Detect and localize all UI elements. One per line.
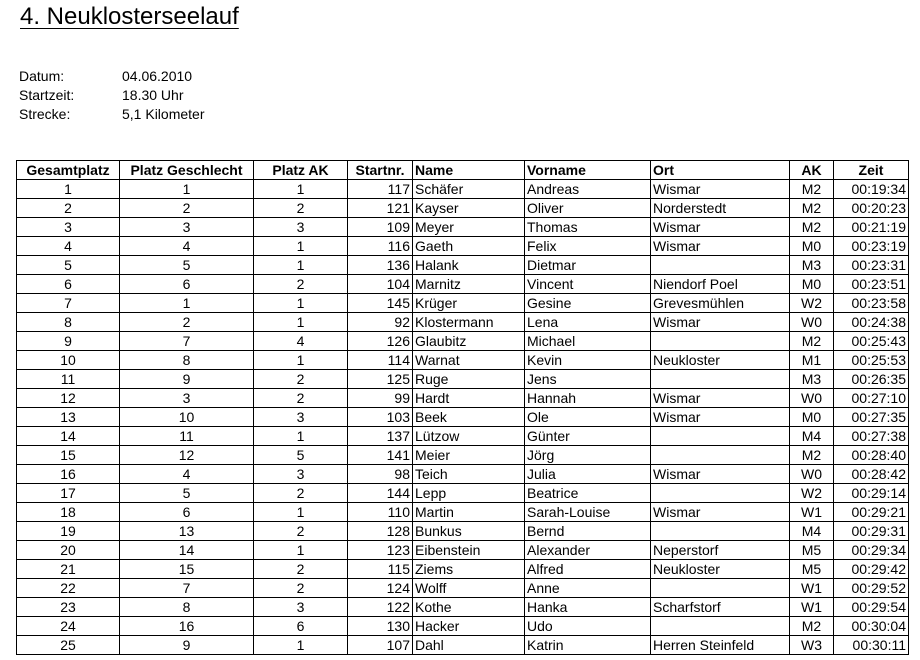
cell-last-name: Teich (413, 465, 525, 484)
cell-age-class-place: 2 (254, 389, 348, 408)
race-info (19, 67, 204, 124)
cell-first-name: Jörg (525, 446, 651, 465)
cell-first-name: Andreas (525, 180, 651, 199)
cell-gender-place: 3 (120, 218, 254, 237)
cell-gender-place: 2 (120, 313, 254, 332)
cell-age-class: W0 (790, 313, 834, 332)
table-row (17, 579, 909, 598)
cell-first-name: Udo (525, 617, 651, 636)
cell-age-class-place: 1 (254, 237, 348, 256)
cell-first-name: Hannah (525, 389, 651, 408)
cell-age-class: M4 (790, 522, 834, 541)
table-row (17, 313, 909, 332)
header-row (17, 161, 909, 180)
cell-first-name: Kevin (525, 351, 651, 370)
cell-overall-place: 19 (17, 522, 120, 541)
cell-last-name: Dahl (413, 636, 525, 655)
table-row (17, 427, 909, 446)
table-row (17, 180, 909, 199)
cell-age-class-place: 4 (254, 332, 348, 351)
cell-time: 00:28:42 (834, 465, 909, 484)
cell-gender-place: 5 (120, 484, 254, 503)
cell-age-class: M1 (790, 351, 834, 370)
cell-last-name: Meier (413, 446, 525, 465)
cell-age-class: W1 (790, 598, 834, 617)
table-row (17, 389, 909, 408)
cell-overall-place: 2 (17, 199, 120, 218)
cell-last-name: Glaubitz (413, 332, 525, 351)
cell-gender-place: 1 (120, 180, 254, 199)
cell-last-name: Bunkus (413, 522, 525, 541)
cell-time: 00:29:21 (834, 503, 909, 522)
cell-start-number: 128 (348, 522, 413, 541)
cell-city (651, 579, 790, 598)
cell-age-class-place: 1 (254, 636, 348, 655)
cell-time: 00:29:42 (834, 560, 909, 579)
cell-time: 00:23:31 (834, 256, 909, 275)
cell-last-name: Eibenstein (413, 541, 525, 560)
cell-start-number: 122 (348, 598, 413, 617)
cell-first-name: Hanka (525, 598, 651, 617)
cell-city: Wismar (651, 465, 790, 484)
cell-city (651, 427, 790, 446)
table-row (17, 218, 909, 237)
cell-city: Neukloster (651, 351, 790, 370)
cell-gender-place: 6 (120, 275, 254, 294)
cell-age-class-place: 2 (254, 560, 348, 579)
cell-age-class-place: 1 (254, 256, 348, 275)
cell-age-class-place: 1 (254, 351, 348, 370)
cell-time: 00:29:54 (834, 598, 909, 617)
cell-last-name: Hacker (413, 617, 525, 636)
cell-time: 00:29:34 (834, 541, 909, 560)
cell-gender-place: 12 (120, 446, 254, 465)
cell-age-class: M0 (790, 237, 834, 256)
cell-time: 00:29:31 (834, 522, 909, 541)
cell-gender-place: 7 (120, 332, 254, 351)
date-value: 04.06.2010 (122, 68, 193, 84)
cell-overall-place: 23 (17, 598, 120, 617)
cell-last-name: Klostermann (413, 313, 525, 332)
table-row (17, 199, 909, 218)
cell-gender-place: 11 (120, 427, 254, 446)
distance-label: Strecke: (19, 106, 71, 122)
cell-age-class: W1 (790, 579, 834, 598)
cell-gender-place: 10 (120, 408, 254, 427)
cell-city: Neukloster (651, 560, 790, 579)
table-row (17, 617, 909, 636)
cell-first-name: Jens (525, 370, 651, 389)
table-row (17, 446, 909, 465)
cell-overall-place: 15 (17, 446, 120, 465)
table-row (17, 256, 909, 275)
cell-start-number: 98 (348, 465, 413, 484)
cell-city (651, 332, 790, 351)
cell-last-name: Warnat (413, 351, 525, 370)
cell-age-class-place: 2 (254, 579, 348, 598)
cell-age-class-place: 2 (254, 484, 348, 503)
cell-start-number: 125 (348, 370, 413, 389)
cell-age-class-place: 3 (254, 218, 348, 237)
table-row (17, 503, 909, 522)
cell-start-number: 137 (348, 427, 413, 446)
cell-overall-place: 14 (17, 427, 120, 446)
start-time-value: 18.30 Uhr (122, 87, 184, 103)
cell-last-name: Wolff (413, 579, 525, 598)
cell-city: Wismar (651, 389, 790, 408)
table-row (17, 351, 909, 370)
cell-age-class-place: 2 (254, 275, 348, 294)
cell-start-number: 123 (348, 541, 413, 560)
cell-overall-place: 22 (17, 579, 120, 598)
cell-first-name: Thomas (525, 218, 651, 237)
cell-overall-place: 25 (17, 636, 120, 655)
table-row (17, 598, 909, 617)
header-start-number: Startnr. (348, 161, 413, 180)
header-city: Ort (651, 161, 790, 180)
cell-age-class-place: 2 (254, 370, 348, 389)
table-row (17, 370, 909, 389)
cell-time: 00:24:38 (834, 313, 909, 332)
cell-city (651, 522, 790, 541)
cell-age-class: M5 (790, 541, 834, 560)
cell-time: 00:28:40 (834, 446, 909, 465)
cell-gender-place: 14 (120, 541, 254, 560)
cell-city (651, 370, 790, 389)
table-row (17, 237, 909, 256)
cell-city: Wismar (651, 408, 790, 427)
cell-age-class: W1 (790, 503, 834, 522)
start-time-row (19, 86, 204, 105)
cell-overall-place: 11 (17, 370, 120, 389)
cell-start-number: 126 (348, 332, 413, 351)
cell-overall-place: 5 (17, 256, 120, 275)
cell-age-class: M2 (790, 332, 834, 351)
header-last-name: Name (413, 161, 525, 180)
cell-age-class: W0 (790, 465, 834, 484)
table-row (17, 484, 909, 503)
results-table (16, 160, 909, 655)
cell-gender-place: 13 (120, 522, 254, 541)
cell-gender-place: 8 (120, 351, 254, 370)
cell-last-name: Lützow (413, 427, 525, 446)
cell-city (651, 446, 790, 465)
cell-age-class-place: 1 (254, 180, 348, 199)
cell-city: Neperstorf (651, 541, 790, 560)
cell-start-number: 107 (348, 636, 413, 655)
cell-start-number: 144 (348, 484, 413, 503)
cell-overall-place: 24 (17, 617, 120, 636)
cell-time: 00:20:23 (834, 199, 909, 218)
cell-age-class-place: 3 (254, 408, 348, 427)
cell-gender-place: 8 (120, 598, 254, 617)
cell-last-name: Martin (413, 503, 525, 522)
cell-time: 00:23:51 (834, 275, 909, 294)
cell-last-name: Ziems (413, 560, 525, 579)
cell-overall-place: 13 (17, 408, 120, 427)
cell-overall-place: 9 (17, 332, 120, 351)
cell-city: Wismar (651, 218, 790, 237)
cell-age-class: M3 (790, 370, 834, 389)
date-label: Datum: (19, 68, 65, 84)
cell-gender-place: 4 (120, 237, 254, 256)
header-gender-place: Platz Geschlecht (120, 161, 254, 180)
cell-city (651, 256, 790, 275)
cell-time: 00:21:19 (834, 218, 909, 237)
cell-last-name: Krüger (413, 294, 525, 313)
table-row (17, 560, 909, 579)
cell-overall-place: 1 (17, 180, 120, 199)
table-row (17, 408, 909, 427)
cell-age-class-place: 6 (254, 617, 348, 636)
cell-first-name: Katrin (525, 636, 651, 655)
cell-age-class: M2 (790, 218, 834, 237)
cell-last-name: Beek (413, 408, 525, 427)
cell-city: Wismar (651, 237, 790, 256)
header-overall-place: Gesamtplatz (17, 161, 120, 180)
cell-age-class-place: 3 (254, 465, 348, 484)
cell-time: 00:25:43 (834, 332, 909, 351)
cell-age-class: W2 (790, 294, 834, 313)
cell-first-name: Lena (525, 313, 651, 332)
cell-time: 00:29:14 (834, 484, 909, 503)
cell-gender-place: 4 (120, 465, 254, 484)
cell-time: 00:29:52 (834, 579, 909, 598)
cell-first-name: Alexander (525, 541, 651, 560)
cell-first-name: Bernd (525, 522, 651, 541)
cell-start-number: 136 (348, 256, 413, 275)
cell-city (651, 484, 790, 503)
cell-overall-place: 3 (17, 218, 120, 237)
cell-start-number: 109 (348, 218, 413, 237)
cell-city: Scharfstorf (651, 598, 790, 617)
cell-overall-place: 16 (17, 465, 120, 484)
cell-age-class-place: 1 (254, 427, 348, 446)
cell-gender-place: 2 (120, 199, 254, 218)
cell-time: 00:25:53 (834, 351, 909, 370)
cell-age-class-place: 2 (254, 199, 348, 218)
cell-age-class: M4 (790, 427, 834, 446)
cell-start-number: 92 (348, 313, 413, 332)
cell-age-class: W2 (790, 484, 834, 503)
cell-age-class: M2 (790, 617, 834, 636)
cell-gender-place: 7 (120, 579, 254, 598)
cell-age-class-place: 5 (254, 446, 348, 465)
cell-overall-place: 4 (17, 237, 120, 256)
cell-first-name: Gesine (525, 294, 651, 313)
cell-overall-place: 10 (17, 351, 120, 370)
cell-age-class-place: 1 (254, 294, 348, 313)
header-time: Zeit (834, 161, 909, 180)
cell-first-name: Günter (525, 427, 651, 446)
cell-age-class-place: 2 (254, 522, 348, 541)
cell-overall-place: 12 (17, 389, 120, 408)
table-row (17, 332, 909, 351)
cell-gender-place: 6 (120, 503, 254, 522)
cell-last-name: Meyer (413, 218, 525, 237)
cell-city: Norderstedt (651, 199, 790, 218)
cell-time: 00:26:35 (834, 370, 909, 389)
page-title: 4. Neuklosterseelauf (20, 3, 239, 30)
cell-first-name: Dietmar (525, 256, 651, 275)
cell-gender-place: 3 (120, 389, 254, 408)
cell-start-number: 115 (348, 560, 413, 579)
header-age-class-place: Platz AK (254, 161, 348, 180)
cell-first-name: Michael (525, 332, 651, 351)
cell-city: Herren Steinfeld (651, 636, 790, 655)
cell-start-number: 103 (348, 408, 413, 427)
cell-time: 00:19:34 (834, 180, 909, 199)
cell-first-name: Ole (525, 408, 651, 427)
table-row (17, 294, 909, 313)
results-body (17, 180, 909, 655)
cell-city: Wismar (651, 503, 790, 522)
cell-last-name: Lepp (413, 484, 525, 503)
cell-overall-place: 17 (17, 484, 120, 503)
cell-last-name: Schäfer (413, 180, 525, 199)
cell-age-class: M2 (790, 199, 834, 218)
cell-gender-place: 16 (120, 617, 254, 636)
cell-gender-place: 1 (120, 294, 254, 313)
cell-last-name: Marnitz (413, 275, 525, 294)
cell-last-name: Kothe (413, 598, 525, 617)
cell-last-name: Hardt (413, 389, 525, 408)
cell-age-class-place: 1 (254, 313, 348, 332)
table-row (17, 636, 909, 655)
cell-start-number: 130 (348, 617, 413, 636)
cell-time: 00:27:38 (834, 427, 909, 446)
cell-gender-place: 9 (120, 370, 254, 389)
cell-first-name: Julia (525, 465, 651, 484)
cell-time: 00:27:35 (834, 408, 909, 427)
start-time-label: Startzeit: (19, 87, 75, 103)
cell-overall-place: 20 (17, 541, 120, 560)
cell-age-class: W0 (790, 389, 834, 408)
cell-time: 00:30:11 (834, 636, 909, 655)
cell-gender-place: 15 (120, 560, 254, 579)
cell-start-number: 116 (348, 237, 413, 256)
table-row (17, 541, 909, 560)
table-row (17, 275, 909, 294)
cell-city: Wismar (651, 313, 790, 332)
cell-age-class: M2 (790, 180, 834, 199)
cell-gender-place: 5 (120, 256, 254, 275)
cell-last-name: Halank (413, 256, 525, 275)
cell-age-class-place: 1 (254, 541, 348, 560)
cell-start-number: 117 (348, 180, 413, 199)
table-row (17, 522, 909, 541)
cell-age-class: M2 (790, 446, 834, 465)
cell-start-number: 121 (348, 199, 413, 218)
cell-first-name: Oliver (525, 199, 651, 218)
cell-overall-place: 18 (17, 503, 120, 522)
cell-gender-place: 9 (120, 636, 254, 655)
cell-time: 00:27:10 (834, 389, 909, 408)
cell-overall-place: 6 (17, 275, 120, 294)
cell-time: 00:23:19 (834, 237, 909, 256)
cell-last-name: Ruge (413, 370, 525, 389)
cell-start-number: 141 (348, 446, 413, 465)
header-first-name: Vorname (525, 161, 651, 180)
cell-age-class: M0 (790, 408, 834, 427)
cell-time: 00:23:58 (834, 294, 909, 313)
distance-row (19, 105, 204, 124)
cell-time: 00:30:04 (834, 617, 909, 636)
cell-city: Niendorf Poel (651, 275, 790, 294)
cell-start-number: 110 (348, 503, 413, 522)
cell-age-class: M0 (790, 275, 834, 294)
cell-age-class-place: 1 (254, 503, 348, 522)
cell-age-class: M5 (790, 560, 834, 579)
cell-first-name: Sarah-Louise (525, 503, 651, 522)
cell-start-number: 124 (348, 579, 413, 598)
cell-first-name: Beatrice (525, 484, 651, 503)
cell-age-class: W3 (790, 636, 834, 655)
cell-last-name: Gaeth (413, 237, 525, 256)
cell-start-number: 114 (348, 351, 413, 370)
header-age-class: AK (790, 161, 834, 180)
table-row (17, 465, 909, 484)
cell-overall-place: 8 (17, 313, 120, 332)
cell-first-name: Alfred (525, 560, 651, 579)
cell-start-number: 99 (348, 389, 413, 408)
cell-overall-place: 21 (17, 560, 120, 579)
cell-start-number: 145 (348, 294, 413, 313)
cell-first-name: Anne (525, 579, 651, 598)
cell-city: Wismar (651, 180, 790, 199)
cell-age-class: M3 (790, 256, 834, 275)
cell-city (651, 617, 790, 636)
cell-first-name: Felix (525, 237, 651, 256)
cell-overall-place: 7 (17, 294, 120, 313)
cell-last-name: Kayser (413, 199, 525, 218)
distance-value: 5,1 Kilometer (122, 106, 205, 122)
cell-age-class-place: 3 (254, 598, 348, 617)
cell-start-number: 104 (348, 275, 413, 294)
cell-city: Grevesmühlen (651, 294, 790, 313)
cell-first-name: Vincent (525, 275, 651, 294)
date-row (19, 67, 204, 86)
